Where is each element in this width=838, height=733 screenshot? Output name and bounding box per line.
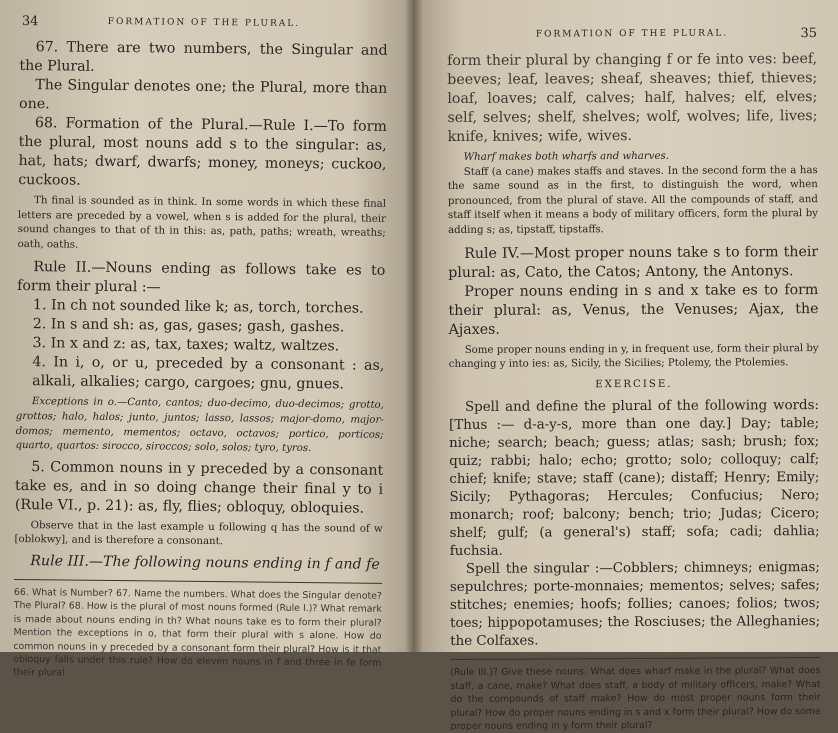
- rule-3-heading: Rule III.—The following nouns ending in f and fe: [30, 553, 380, 573]
- left-page-number: 34: [21, 14, 39, 30]
- right-page-text-block: [447, 28, 821, 733]
- left-running-head-row: [20, 16, 388, 38]
- right-running-head-row: [447, 28, 817, 48]
- book-gutter-shadow: [405, 0, 423, 652]
- exercise-heading: EXERCISE.: [595, 378, 673, 390]
- staff-note: Staff (a cane) makes staffs and staves. In the second form the a has the same sound as in the first, to distinguish the word, when pronounced, from the plural of stave. All the compounds of staff, and staff itself when it means a body of military officers, form the plural by adding s; as, tipstaff, tipstaffs.: [447, 164, 818, 236]
- left-page: [0, 0, 413, 679]
- paragraph-67: 67. There are two numbers, the Singular and the Plural.: [19, 39, 388, 75]
- rule-3-continued: form their plural by changing f or fe into ves: beef, beeves; leaf, leaves; sheaf, sheaves; thief, thieves; loaf, loaves; calf, calves; half, halves; elf, elves; self, selves; shelf, shelves; wolf, wolves; life, lives; knife, knives; wife, wives.: [447, 51, 818, 145]
- proper-nouns-s-x: Proper nouns ending in s and x take es to form their plural: as, Venus, the Venuses; Ajax, the Ajaxes.: [448, 281, 819, 338]
- right-page: [413, 0, 838, 732]
- rule-2-item-1: 1. In ch not sounded like k; as, torch, torches.: [32, 297, 364, 317]
- right-running-head: FORMATION OF THE PLURAL.: [535, 28, 729, 40]
- left-page-text-block: [13, 16, 388, 684]
- right-page-number: 35: [800, 26, 818, 42]
- wharf-note: Wharf makes both wharfs and wharves.: [463, 150, 669, 163]
- left-footnote-rule: [14, 579, 382, 584]
- proper-nouns-y-note: Some proper nouns ending in y, in frequent use, form their plural by changing y into ies: as, Sicily, the Sicilies; Ptolemy, the Ptolemies.: [448, 342, 819, 371]
- left-running-head: FORMATION OF THE PLURAL.: [107, 16, 301, 29]
- rule-4: Rule IV.—Most proper nouns take s to form their plural: as, Cato, the Catos; Antony, the Antonys.: [448, 243, 819, 281]
- paragraph-68: 68. Formation of the Plural.—Rule I.—To form the plural, most nouns add s to the singular: as, hat, hats; dwarf, dwarfs; money, moneys; cuckoo, cuckoos.: [18, 115, 387, 189]
- rule-2-item-2: 2. In s and sh: as, gas, gases; gash, gashes.: [32, 316, 345, 336]
- rule-2-item-5: 5. Common nouns in y preceded by a consonant take es, and in so doing change their final y to i (Rule VI., p. 21): as, fly, flies; obloquy, obloquies.: [14, 458, 384, 517]
- rule-2-intro: Rule II.—Nouns ending as follows take es to form their plural :—: [17, 259, 386, 296]
- exercise-singular-list: Spell the singular :—Cobblers; chimneys; enigmas; sepulchres; porte-monnaies; mementos; selves; safes; stitches; enemies; hoofs; follies; canoes; folios; twos; toes; hippopotamuses; the Rosciuses; the Alleghanies; the Colfaxes.: [449, 560, 821, 650]
- rule-2-item-4: 4. In i, o, or u, preceded by a consonant : as, alkali, alkalies; cargo, cargoes; gnu, gnues.: [32, 354, 385, 393]
- rule-2-item-3: 3. In x and z: as, tax, taxes; waltz, waltzes.: [32, 335, 340, 355]
- exercise-plural-list: Spell and define the plural of the following words: [Thus :— d-a-y-s, more than one day.] Day; table; niche; search; beach; guess; atlas; sash; brush; fox; quiz; rabbi; halo; echo; grotto; solo; colloquy; calf; chief; knife; stave; staff (cane); distaff; Henry; Emily; Sicily; Pythagoras; Hercules; Confucius; Nero; monarch; roof; balcony; bench; trio; Judas; Cicero; shelf; gulf; (a general's) staff; sofa; cadi; dahlia; fuchsia.: [449, 398, 820, 560]
- left-footnote-questions: 66. What is Number? 67. Name the numbers. What does the Singular denote? The Plural? 68. How is the plural of most nouns formed (Rule I.)? What remark is made about nouns ending in th? What nouns take es to form their plural? Mention the exceptions in o, that form their plural with s alone. How do common nouns in y preceded by a consonant form their plural? How is it that obloquy falls under this rule? How do eleven nouns in f and three in fe form their plural: [13, 586, 383, 679]
- note-th: Th final is sounded as in think. In some words in which these final letters are preceded by a vowel, when s is added for the plural, their sound changes to that of th in this: as, path, paths; wreath, wreaths; oath, oaths.: [17, 195, 387, 251]
- observe-note: Observe that in the last example u following q has the sound of w [oblokwy], and is therefore a consonant.: [14, 519, 383, 548]
- exceptions-in-o: Exceptions in o.—Canto, cantos; duo-decimo, duo-decimos; grotto, grottos; halo, halos; junto, juntos; lasso, lassos; major-domo, major-domos; memento, mementos; octavo, octavos; portico, porticos; quarto, quartos: sirocco, siroccos; solo, solos; tyro, tyros.: [15, 396, 384, 455]
- right-footnote-rule: [450, 657, 820, 660]
- right-footnote-questions: (Rule III.)? Give these nouns. What does wharf make in the plural? What does staff, a cane, make? What does staff, a body of military officers, make? What do the compounds of staff make? How do most proper nouns form their plural? How do proper nouns ending in s and x form their plural? How do some proper nouns ending in y form their plural?: [450, 665, 821, 732]
- singular-definition: The Singular denotes one; the Plural, more than one.: [18, 77, 388, 113]
